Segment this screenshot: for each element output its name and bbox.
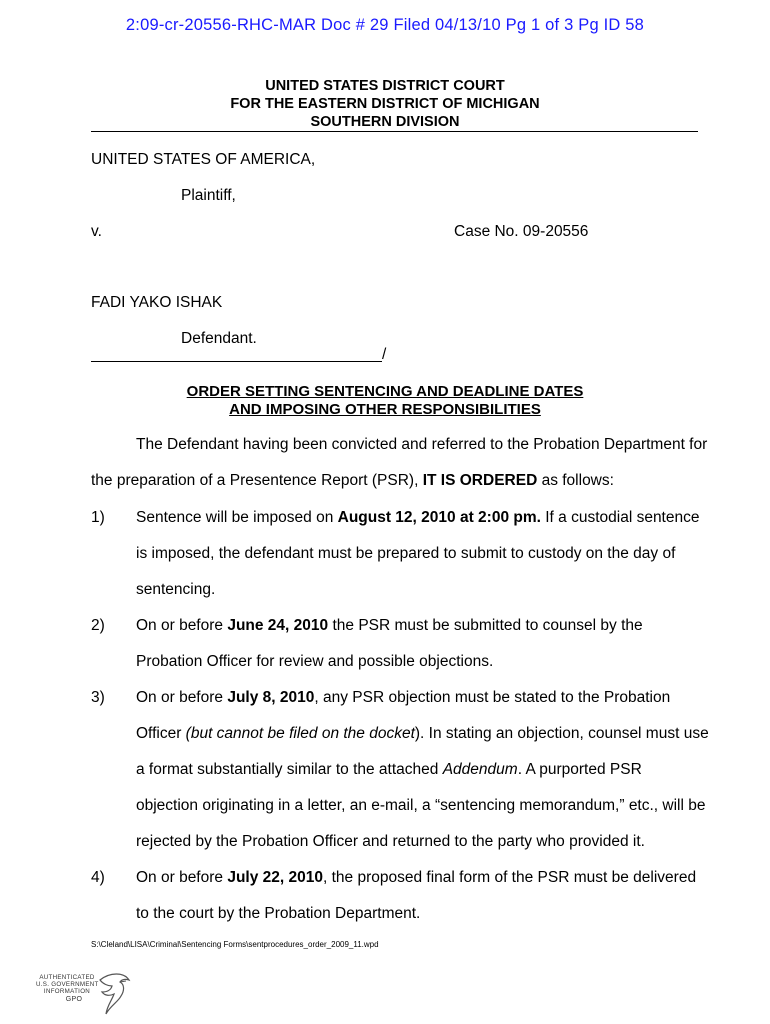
item-1-line2: is imposed, the defendant must be prepared to submit to custody on the day of: [136, 545, 676, 562]
court-name: UNITED STATES DISTRICT COURT: [265, 78, 505, 94]
item-1-line3: sentencing.: [136, 581, 216, 598]
eagle-icon: [96, 970, 132, 1016]
item-2-line1: On or before June 24, 2010 the PSR must be submitted to counsel by the: [136, 617, 643, 634]
item-3-number: 3): [91, 689, 105, 706]
item-2-number: 2): [91, 617, 105, 634]
item-3-line4: objection originating in a letter, an e-mail, a “sentencing memorandum,” etc., will be: [136, 797, 706, 814]
item-1-number: 1): [91, 509, 105, 526]
order-title-line1: ORDER SETTING SENTENCING AND DEADLINE DATES: [186, 383, 584, 400]
item-2-line2: Probation Officer for review and possible objections.: [136, 653, 494, 670]
order-title-line2: AND IMPOSING OTHER RESPONSIBILITIES: [229, 401, 541, 418]
caption-underline: [91, 361, 382, 362]
file-path-footer: S:\Cleland\LISA\Criminal\Sentencing Forms\sentprocedures_order_2009_11.wpd: [91, 940, 379, 949]
item-3-line1: On or before July 8, 2010, any PSR objection must be stated to the Probation: [136, 689, 671, 706]
case-number: Case No. 09-20556: [454, 223, 589, 240]
intro-line2: the preparation of a Presentence Report (PSR), IT IS ORDERED as follows:: [91, 472, 614, 489]
item-3-line2: Officer (but cannot be filed on the docket). In stating an objection, counsel must use: [136, 725, 709, 742]
item-3-line5: rejected by the Probation Officer and returned to the party who provided it.: [136, 833, 645, 850]
item-1-line1: Sentence will be imposed on August 12, 2010 at 2:00 pm. If a custodial sentence: [136, 509, 700, 526]
defendant-name: FADI YAKO ISHAK: [91, 294, 223, 311]
gpo-logo-line4: GPO: [65, 995, 83, 1003]
item-4-number: 4): [91, 869, 105, 886]
item-4-line1: On or before July 22, 2010, the proposed final form of the PSR must be delivered: [136, 869, 697, 886]
plaintiff-role: Plaintiff,: [181, 187, 236, 204]
versus: v.: [91, 223, 102, 240]
caption-slash: /: [382, 346, 387, 363]
court-division: SOUTHERN DIVISION: [310, 114, 460, 130]
gpo-authentication-logo: [36, 970, 132, 1018]
gpo-logo-line3: INFORMATION: [43, 988, 91, 996]
item-4-line2: to the court by the Probation Department.: [136, 905, 421, 922]
item-3-line3: a format substantially similar to the attached Addendum. A purported PSR: [136, 761, 642, 778]
filing-stamp: 2:09-cr-20556-RHC-MAR Doc # 29 Filed 04/13/10 Pg 1 of 3 Pg ID 58: [125, 16, 645, 34]
heading-rule: [91, 131, 698, 132]
defendant-role: Defendant.: [181, 330, 257, 347]
court-district: FOR THE EASTERN DISTRICT OF MICHIGAN: [230, 96, 540, 112]
plaintiff-name: UNITED STATES OF AMERICA,: [91, 151, 316, 168]
intro-line1: The Defendant having been convicted and referred to the Probation Department for: [136, 436, 708, 453]
gpo-logo-line1: AUTHENTICATED: [39, 974, 95, 981]
gpo-logo-line2: U.S. GOVERNMENT: [36, 981, 99, 989]
